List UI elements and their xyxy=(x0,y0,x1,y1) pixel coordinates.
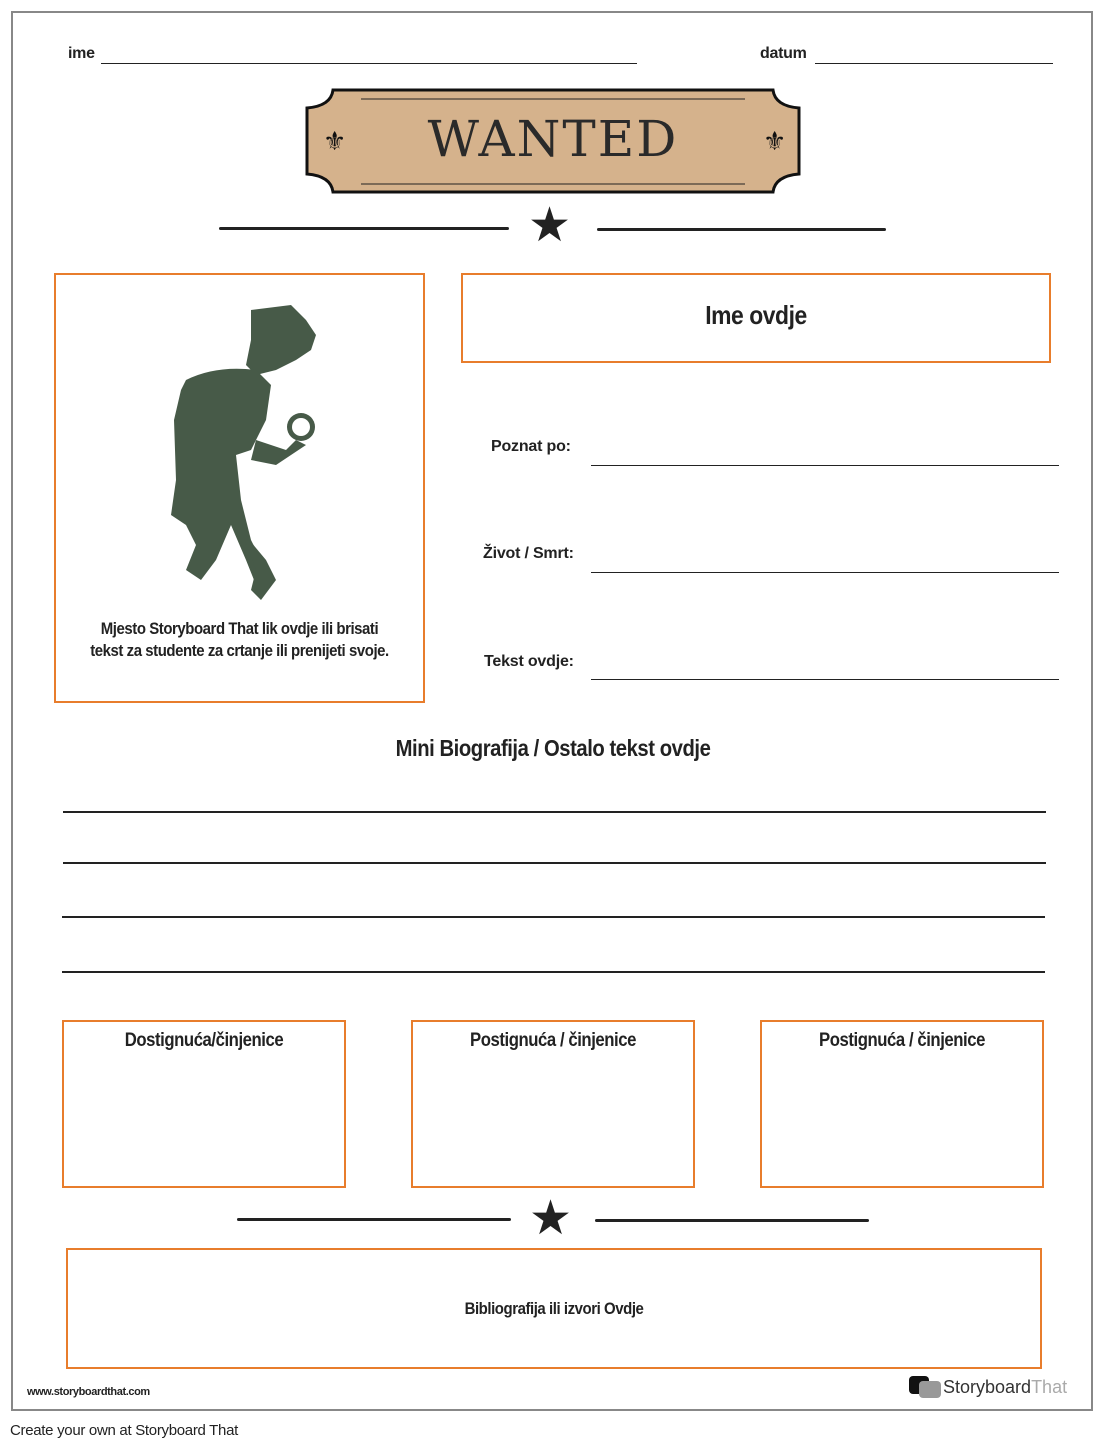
known-for-field[interactable] xyxy=(591,465,1059,466)
banner-title: WANTED xyxy=(427,110,679,168)
name-label: ime xyxy=(68,45,95,62)
fact-box[interactable] xyxy=(411,1020,695,1188)
bio-title: Mini Biografija / Ostalo tekst ovdje xyxy=(395,735,711,761)
fact-box-title: Postignuća / činjenice xyxy=(470,1030,636,1051)
field-label: Život / Smrt: xyxy=(483,545,574,562)
life-death-field[interactable] xyxy=(591,572,1059,573)
name-box[interactable] xyxy=(461,273,1051,363)
star-icon: ★ xyxy=(529,1192,573,1245)
divider xyxy=(597,228,886,231)
storyboardthat-logo[interactable]: Storyboard That xyxy=(909,1374,1067,1400)
name-box-text: Ime ovdje xyxy=(705,300,807,330)
divider xyxy=(237,1218,511,1221)
bibliography-box[interactable] xyxy=(66,1248,1042,1369)
bio-line[interactable] xyxy=(62,916,1045,918)
field-label: Tekst ovdje: xyxy=(484,653,574,670)
bio-line[interactable] xyxy=(63,811,1046,813)
flourish-right-icon: ⚜ xyxy=(763,126,787,156)
character-caption: Mjesto Storyboard That lik ovdje ili brisati tekst za studente za crtanje ili prenijeti svoje. xyxy=(90,619,389,660)
fact-box-title: Dostignuća/činjenice xyxy=(124,1030,284,1051)
divider xyxy=(595,1219,869,1222)
field-label: Poznat po: xyxy=(491,438,571,455)
fact-box[interactable] xyxy=(760,1020,1044,1188)
flourish-left-icon: ⚜ xyxy=(323,126,347,156)
fact-box[interactable] xyxy=(62,1020,346,1188)
footer-url[interactable]: www.storyboardthat.com xyxy=(27,1386,150,1398)
star-icon: ★ xyxy=(528,199,572,252)
detective-silhouette-icon xyxy=(156,300,326,605)
divider xyxy=(219,227,509,230)
bio-line[interactable] xyxy=(62,971,1045,973)
fact-box-title: Postignuća / činjenice xyxy=(819,1030,985,1051)
speech-bubbles-icon xyxy=(909,1374,943,1400)
bibliography-text: Bibliografija ili izvori Ovdje xyxy=(464,1299,644,1318)
date-field[interactable] xyxy=(815,63,1053,64)
character-box[interactable] xyxy=(54,273,425,703)
create-your-own-link[interactable]: Create your own at Storyboard That xyxy=(10,1422,238,1439)
text-field[interactable] xyxy=(591,679,1059,680)
date-label: datum xyxy=(760,45,807,62)
name-field[interactable] xyxy=(101,63,637,64)
bio-line[interactable] xyxy=(63,862,1046,864)
